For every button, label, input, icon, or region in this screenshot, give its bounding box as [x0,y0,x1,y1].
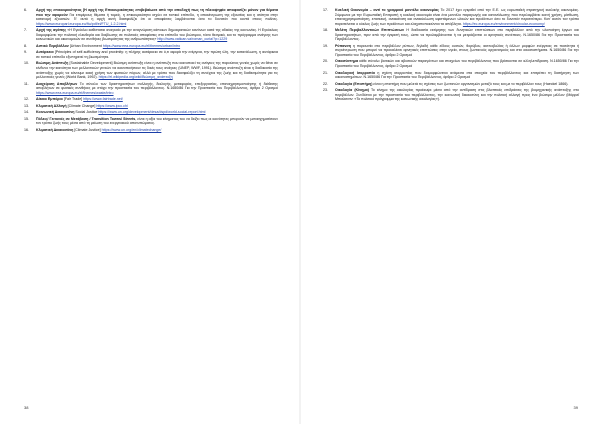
glossary-entry [323,8,579,26]
entry-number: 16. [24,128,29,133]
left-page [0,0,299,424]
entry-term: Μελέτη Περιβαλλοντικών Επιπτώσεων [335,28,405,33]
entry-link[interactable]: http://www.vatican.va/roman_curia/?p=1229 [157,37,228,42]
entry-definition: Το σύνολο των δραστηριοτήτων συλλογής, διαλογής, μεταφοράς, επεξεργασίας, επαναχρησιμοποίησης ή διάθεσης αποβλήτων σε φυσικές συνθήκες με στόχο την προστασία του περιβάλλοντος. Ν.1650/86 Για την Προστασία του Περιβάλλοντος, άρθρο 2 Ορισμοί [36,81,279,91]
entry-number: 6. [24,8,27,12]
entry-number: 23. [323,88,328,93]
entry-number: 14. [24,110,29,115]
entry-text [335,82,579,87]
glossary-entry [24,8,278,26]
entry-definition: κάθε σύνολο βιοτικών και αβιοτικών παραγόντων και στοιχείων του περιβάλλοντος που βρίσκονται σε αλληλεπίδραση. Ν.1650/86 Για την Προστασία του Περιβάλλοντος, άρθρο 2 Ορισμοί [335,59,579,69]
entry-term: Κλιματική Δικαιοσύνη [36,128,74,133]
entry-text [335,71,579,80]
entry-definition: η παρουσία στο περιβάλλον ρύπων, δηλαδή κάθε είδους ουσιών, θορύβου, ακτινοβολίας ή άλλων μορφών ενέργειας σε ποσότητα ή συγκέντρωση που μπορεί να προκαλέσει αρνητικές επιπτώσεις στην υγεία, στους ζωντανούς οργανισμούς και στα οικοσυστήματα. Ν.1650/86 Για την Προστασία του Περιβάλλοντος, άρθρο 2 Ορισμοί [335,43,579,57]
entry-link[interactable]: https://www.eea.europa.eu/el/themes/urban/intro [102,43,181,48]
entry-text [36,104,278,109]
entry-term: Οικολογία (Επιστήμη) [335,81,373,86]
entry-text [36,82,278,96]
glossary-entry [24,82,278,96]
entry-number: 18. [323,28,328,33]
entry-number: 9. [24,50,27,55]
glossary-entry [24,28,278,42]
entry-text [36,110,278,115]
entry-link[interactable]: https://www.un.org/en/climatechange/ [101,128,162,133]
glossary-entry [24,50,278,59]
entry-number: 11. [24,81,29,86]
entry-link[interactable]: https://www.un.org/development/desa/dspd/world-social-report.html [98,110,206,115]
entry-text [36,97,278,102]
entry-term: Οικοσύστημα [335,59,359,64]
entry-link[interactable]: https://www.eea.europa.eu/el/themes/waste/intro [36,90,114,95]
entry-definition: [Urban Environment [68,43,102,48]
entry-definition: είναι η επιστήμη που μελετά τις σχέσεις των ζωντανών οργανισμών μεταξύ τους και με το περιβάλλον τους (Haeckel 1866). [372,81,569,86]
entry-text [335,28,579,42]
entry-term: Αρχή της επικουρικότητας [Η αρχή της Επικουρικότητας επιβεβαίωσε από την αποδοχή πως τη πλειοψηφία αποφασίζει μόνον για θέματα που την αφορούν [36,8,278,17]
glossary-entry [24,104,278,109]
glossary-entry [323,28,579,42]
entry-number: 7. [24,28,27,33]
entry-text [36,61,278,79]
right-page [301,0,600,424]
entry-definition: Το κίνημα της οικολογίας προέκυψε μέσα από την αντίδραση στις βλαπτικές επιδράσεις της βιομηχανικής ανάπτυξης στο περιβάλλον. Συνδέεται με την προστασία του περιβάλλοντος, την κοινωνική δικαιοσύνη και την πολιτική αλλαγή προς ένα βιώσιμο μέλλον (Μάρρεϊ Μπούκτσιν: «Το πολιτικό πρόγραμμα της κοινωνικής οικολογίας»). [335,88,579,102]
entry-term: Οικολογική Ισορροπία [335,70,375,75]
glossary-entry [24,110,278,115]
entry-number: 22. [323,81,328,86]
entry-number: 17. [323,8,328,12]
entry-link[interactable]: https://www.ipcc.ch/ [96,103,128,108]
entry-definition: Για επιμέρους θέματα ή τομείς, η επικουρικότητα ισχύει σε τοπικό επίπεδο, η αποκέντρωση της εξουσίας και η ισότητα στην κατανομή εξουσιών. Γι' αυτό η αρχή αυτή διασφαλίζει ότι οι αποφάσεις λαμβάνονται όσο το δυνατόν πιο κοντά στους πολίτες. [36,12,278,22]
page-number: 39 [573,405,578,410]
entry-number: 19. [323,43,328,48]
glossary-entry [24,117,278,126]
glossary-entry [323,44,579,58]
entry-term: Ρύπανση [335,43,352,48]
entry-number: 8. [24,43,27,48]
entry-text [335,59,579,68]
entry-term: Κλιματική Αλλαγή [36,103,67,108]
entry-definition: η σχέση ισορροπίας που διαμορφώνεται ανάμεσα στα στοιχεία του περιβάλλοντος και επιτρέπει τη διατήρηση των οικοσυστημάτων. Ν.1650/86 Για την Προστασία του Περιβάλλοντος, άρθρο 2 Ορισμοί [335,70,579,80]
entry-number: 15. [24,116,29,121]
entry-text [36,44,278,49]
entry-text [36,8,278,26]
entry-term: Διαχείριση Αποβλήτων [36,81,78,86]
entry-term: Οικολογία (Κίνημα) [335,88,369,93]
entry-number: 12. [24,97,29,102]
entry-term: Κυκλική Οικονομία – αντί το γραμμικό μοντέλο οικονομίας [335,8,440,12]
entry-term: Αστικό Περιβάλλον [36,43,69,48]
entry-text [36,50,278,59]
entry-number: 10. [24,61,29,66]
entry-number: 20. [323,59,328,64]
entry-term: Βιώσιμη Ανάπτυξη [36,61,69,66]
page-number: 38 [24,405,29,410]
entry-term: Δίκαιο Εμπόριο [36,97,63,102]
entry-definition: «Η Εγκύκλιο καθίσταται αναγκαίο με την αναγνώριση κάποιων δημοκρατικών κανόνων κατά της αδικίας της κοινωνίας. Η Εγκύκλιος διαμορφώνει την πολιτική ελευθερία και διαβίωσης σε πολιτικές αποφάσεις στο επίπεδο του βιώσιμου, τόσο θεσμικά, και το πρόγραμμα ανάγκης των κοινωνικών και οικονομικών σε συνθήκες βιωσιμότητας της ανθρωπότητας» [36,28,278,42]
entry-definition: [Climate Change] [66,103,97,108]
glossary-entry [24,44,278,49]
entry-definition: Το 2017 έχει εγκριθεί από την Ε.Ε. ως ευρωπαϊκή στρατηγική κυκλικής οικονομίας. Σύμφωνα με την Ευρωπαϊκή Επιτροπή η κυκλική οικονομία είναι ένα μοντέλο παραγωγής και κατανάλωσης που περιλαμβάνει κοινή χρήση, μίσθωση, επαναχρησιμοποίηση, επισκευή, ανακαίνιση και ανακύκλωση υφιστάμενων υλικών και προϊόντων όσο το δυνατόν περισσότερο. Κατ' αυτόν τον τρόπο παρατείνεται ο κύκλος ζωής των προϊόντων και ελαχιστοποιούνται τα απόβλητα. [335,8,580,26]
left-page-column [24,8,278,135]
entry-link[interactable]: https://ec.europa.eu/environment/circular-economy/ [462,21,545,26]
entry-number: 21. [323,70,328,75]
glossary-entry [323,71,579,80]
entry-term: Πόλεις/ Γειτονιές σε Μετάβαση / Transition Towns/ Streets [36,116,136,121]
glossary-entry [24,128,278,133]
entry-definition: [Sustainable Development] Βιώσιμη ανάπτυξη είναι η ανάπτυξη που ικανοποιεί τις ανάγκες της παρούσας γενιάς χωρίς να θέτει σε κίνδυνο την ικανότητα των μελλοντικών γενεών να ικανοποιήσουν τις δικές τους ανάγκες (UNEP, WWF, 1991). Βιώσιμη ανάπτυξη είναι η διαδικασία της ανάπτυξης χωρίς να κάνουμε κακή χρήση των φυσικών πόρων, αλλά με τρόπο που διασφαλίζει τη συνέχεια της ζωής και τη διαθεσιμότητα για τις μελλοντικές γενιές (World Bank, 1992). [36,61,278,80]
entry-text [335,8,579,26]
entry-definition: Η διαδικασία εκτίμησης των δυνητικών επιπτώσεων στο περιβάλλον από την υλοποίηση έργων και δραστηριοτήτων, πριν από την έγκρισή τους, ώστε να προλαμβάνονται ή να μετριάζονται οι αρνητικές συνέπειες. Ν.1650/86 Για την Προστασία του Περιβάλλοντος. [335,28,579,42]
entry-definition: [Principles of self-sufficiency and proximity: η πλήρης αυτάρκεια σε ό,τι αφορά την ενέργεια, την πρώτη ύλη, την κατανάλωση, η αυτάρκεια σε τοπικό επίπεδο εξυπηρετεί τη βιωσιμότητα. [36,50,278,59]
entry-text [36,117,278,126]
right-page-column [323,8,579,104]
glossary-entry [323,82,579,87]
glossary-entry [323,88,579,102]
entry-term: Αρχή της αγάπης [36,28,67,33]
entry-term: Κοινωνική Δικαιοσύνη [36,110,75,115]
entry-definition: , είναι η αξία του κίνηματος του να δείξει πως οι κοινότητες μπορούν να μετασχηματίσουν τον τρόπο ζωής τους μέσα από τη μείωση του ενεργειακού αποτυπώματος. [36,116,278,126]
entry-link[interactable]: https://el.wikipedia.org/wiki/Βιώσιμη_ανάπτυξη [98,75,173,80]
entry-text [36,128,278,133]
glossary-entry [323,59,579,68]
entry-link[interactable]: https://www.fairtrade.net/ [83,97,123,102]
entry-text [335,44,579,58]
entry-definition: [Fair Trade] [62,97,84,102]
entry-link[interactable]: https://www.europarl.europa.eu/ftu/pdf/el/FTU_1.2.2.html [36,21,127,26]
entry-number: 13. [24,103,29,108]
entry-text [335,88,579,102]
entry-definition: Social Justice [74,110,98,115]
entry-definition: [Climate Justice] [73,128,102,133]
entry-text [36,28,278,42]
glossary-entry [24,61,278,79]
glossary-entry [24,97,278,102]
entry-term: Αυτάρκεια [36,50,54,55]
